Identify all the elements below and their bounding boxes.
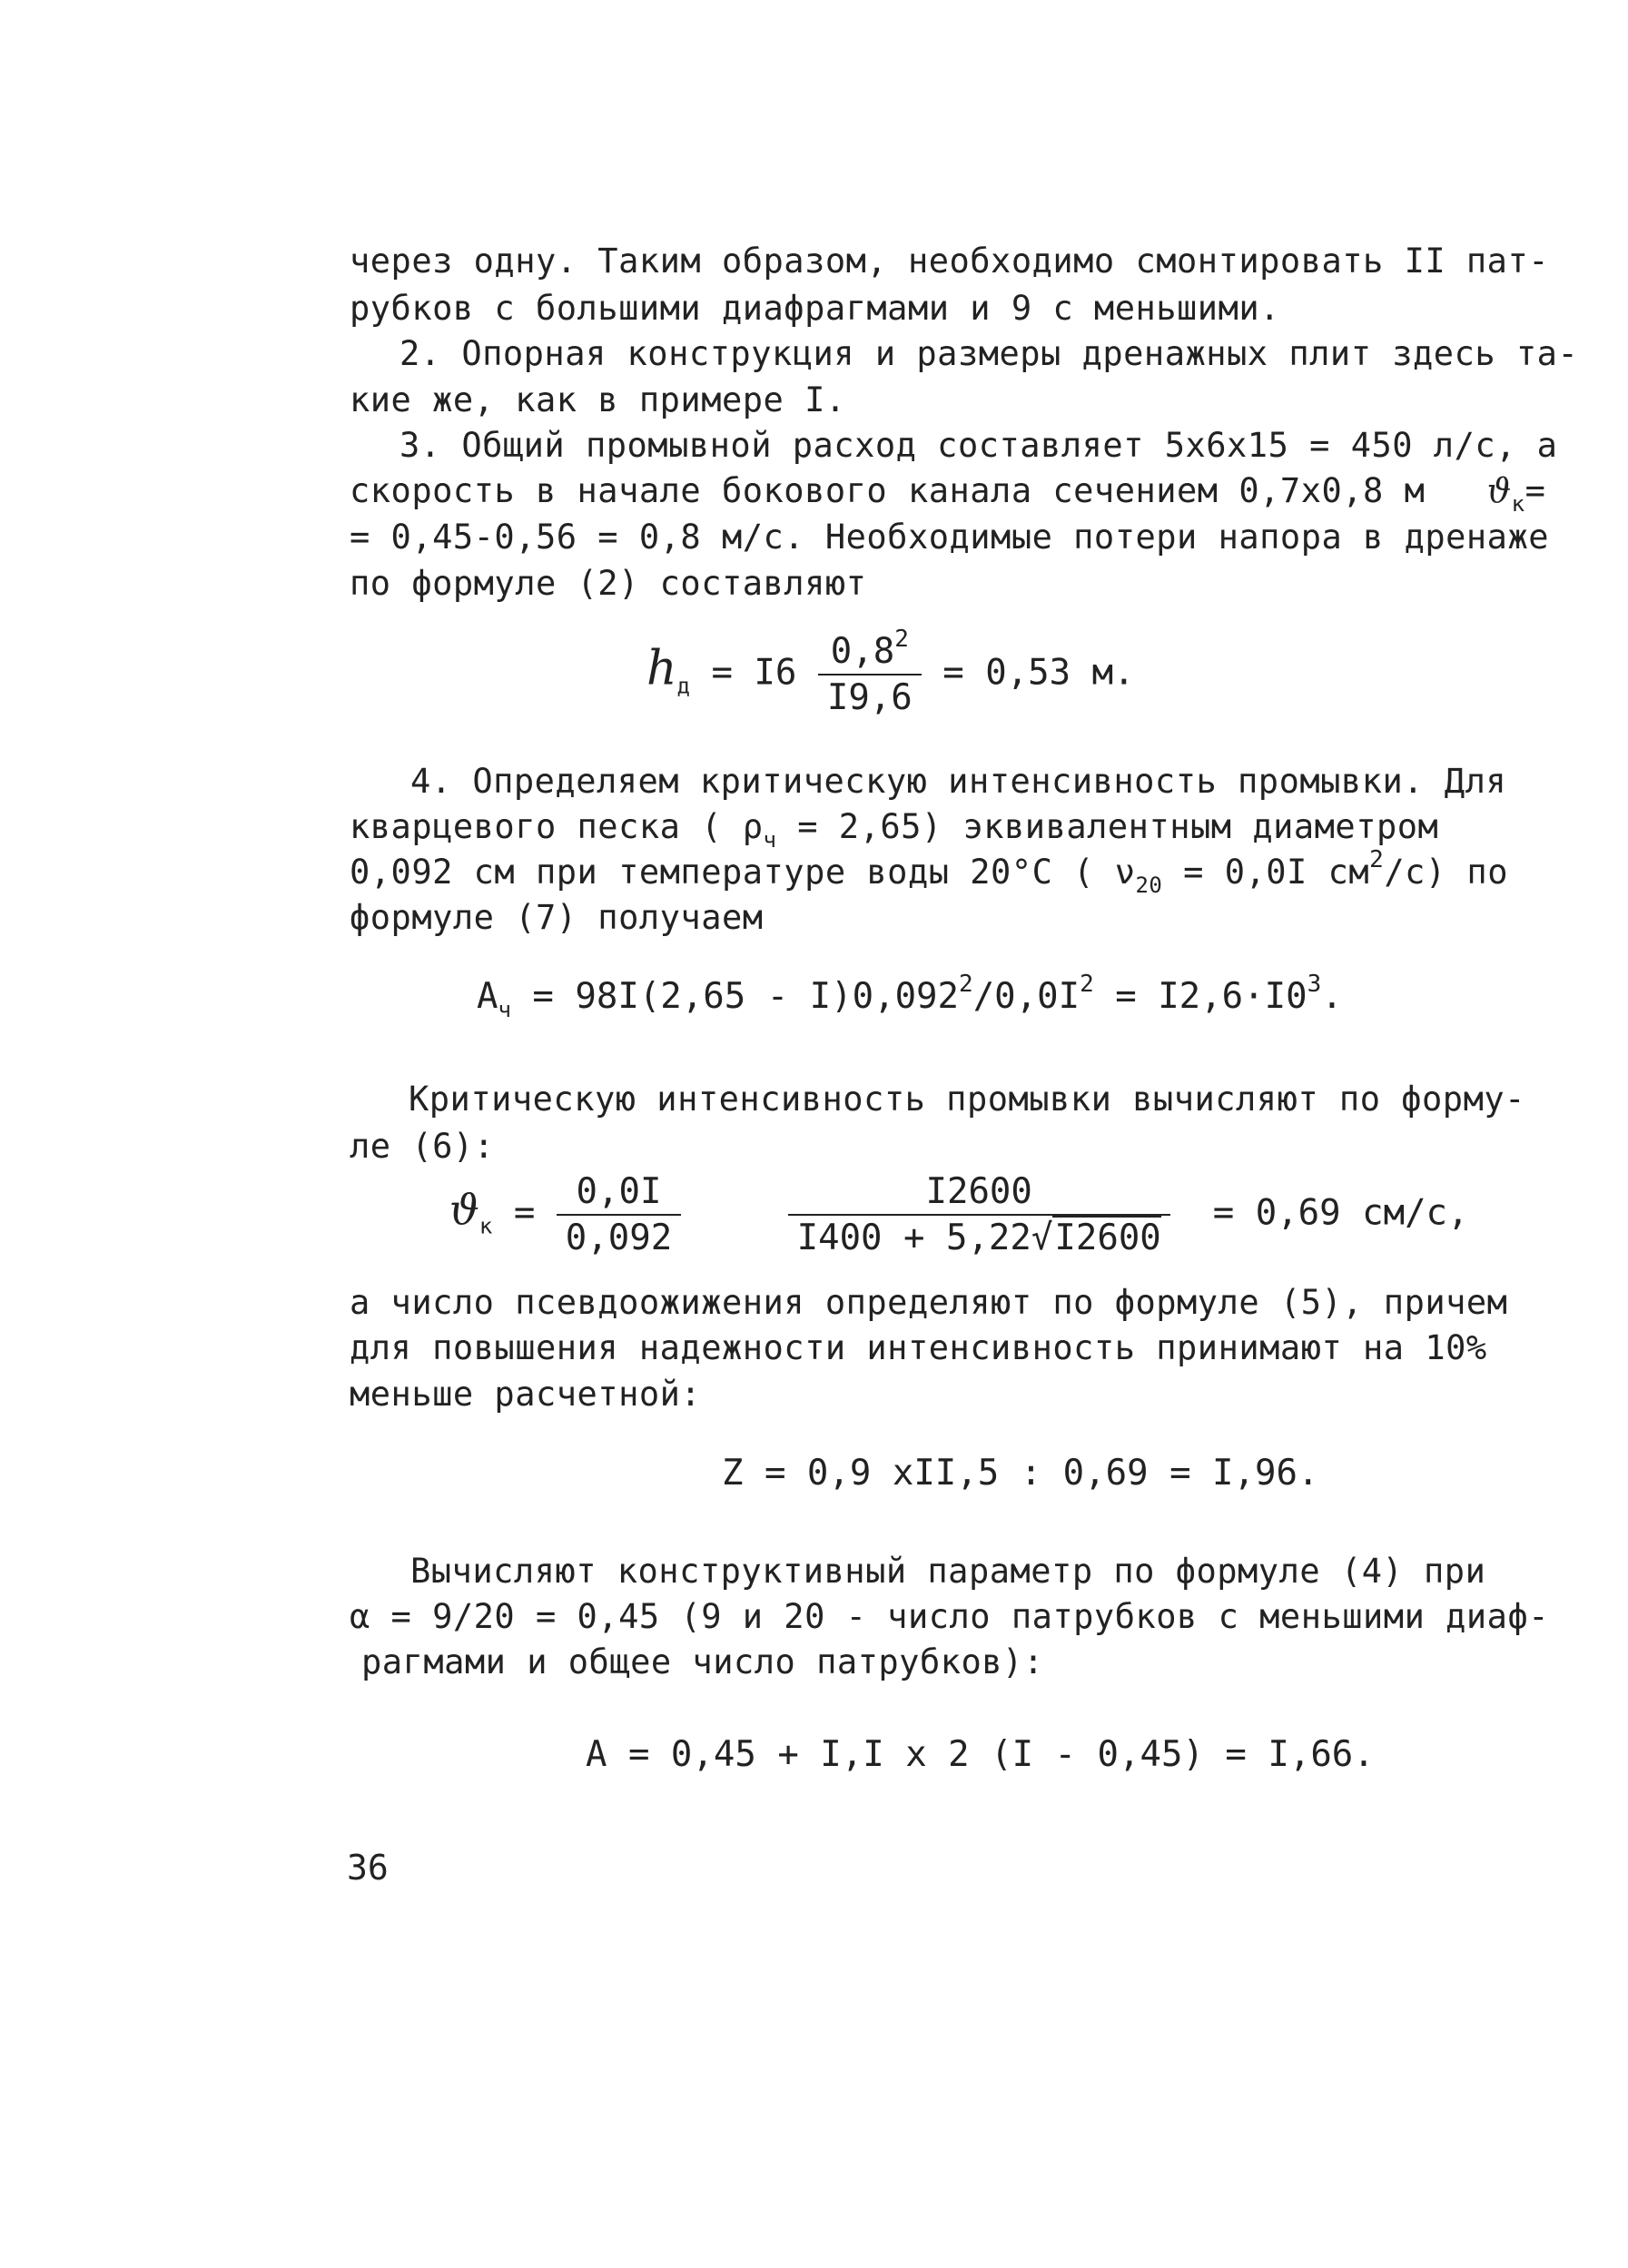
paragraph-3-line-1: 3. Общий промывной расход составляет 5х6х15 = 450 л/с, а: [400, 426, 1558, 465]
equation-critical-intensity: $ϑ_к$ = $\frac{0,0I}{0,092}$ $\frac{I2600}{I400 + 5,22√I2600}$ = 0,69 см/с,: [449, 1171, 1469, 1258]
eq1-fraction: [818, 626, 922, 718]
eq1-denominator: I9,6: [826, 677, 913, 718]
eq1-lhs: h: [646, 641, 677, 696]
eq3-fraction-2: $\frac{I2600}{I400 + 5,22√I2600}$: [788, 1171, 1170, 1258]
paragraph-4-line-3: 0,092 см при температуре воды 20°С ( $\nu_{20} = 0,0I$ $см^2/с$) по: [350, 846, 1508, 898]
paragraph-3-line-2: [350, 470, 1546, 517]
equation-head-loss: [646, 626, 1135, 718]
eq3-fraction-1: $\frac{0,0I}{0,092}$: [557, 1171, 681, 1258]
paragraph-5-line-2: ле (6):: [350, 1127, 495, 1166]
equals-sign: =: [1524, 471, 1546, 510]
paragraph-7-line-3: рагмами и общее число патрубков):: [361, 1642, 1044, 1681]
paragraph-7-line-2: α = 9/20 = 0,45 (9 и 20 - число патрубков с меньшими диаф-: [350, 1597, 1550, 1636]
paragraph-6-line-3: меньше расчетной:: [350, 1375, 702, 1414]
paragraph-2-line-1: 2. Опорная конструкция и размеры дренажных плит здесь та-: [400, 334, 1579, 373]
velocity-symbol: ϑ: [1486, 471, 1512, 510]
equation-archimedes: $A_ч = 98I(2,65 - I)0,092^2/0,0I^2 = I2,6\cdot I0^3$.: [477, 971, 1343, 1022]
paragraph-1-line-2: рубков с большими диафрагмами и 9 с меньшими.: [350, 289, 1280, 328]
paragraph-1-line-1: через одну. Таким образом, необходимо смонтировать II пат-: [350, 242, 1550, 281]
paragraph-7-line-1: Вычисляют конструктивный параметр по формуле (4) при: [410, 1552, 1486, 1591]
eq1-numerator: $0,8^2$: [818, 631, 922, 675]
paragraph-4-line-4: формуле (7) получаем: [350, 898, 764, 937]
eq1-coef: = I6: [711, 652, 797, 694]
paragraph-2-line-2: кие же, как в примере I.: [350, 380, 846, 419]
paragraph-4-line-2: кварцевого песка ( $\rho_ч = 2,65$) эквивалентным диаметром: [350, 807, 1439, 853]
equation-design-parameter: A = 0,45 + I,I х 2 (I - 0,45) = I,66.: [586, 1734, 1375, 1775]
paragraph-4-line-1: 4. Определяем критическую интенсивность промывки. Для: [410, 762, 1507, 801]
page-number: 36: [347, 1848, 389, 1888]
eq1-lhs-sub: д: [676, 673, 690, 699]
paragraph-6-line-2: для повышения надежности интенсивность принимают на 10%: [350, 1328, 1487, 1367]
paragraph-3-line-2-text: скорость в начале бокового канала сечением 0,7х0,8 м: [350, 471, 1426, 510]
paragraph-5-line-1: Критическую интенсивность промывки вычисляют по форму-: [409, 1080, 1525, 1119]
paragraph-6-line-1: а число псевдоожижения определяют по формуле (5), причем: [350, 1283, 1508, 1322]
equation-fluidization: Z = 0,9 хII,5 : 0,69 = I,96.: [722, 1453, 1319, 1494]
velocity-subscript: к: [1511, 491, 1525, 517]
eq1-rhs: = 0,53 м.: [942, 652, 1135, 694]
paragraph-3-line-3: = 0,45-0,56 = 0,8 м/с. Необходимые потери напора в дренаже: [350, 518, 1550, 557]
paragraph-3-line-4: по формуле (2) составляют: [350, 564, 867, 603]
